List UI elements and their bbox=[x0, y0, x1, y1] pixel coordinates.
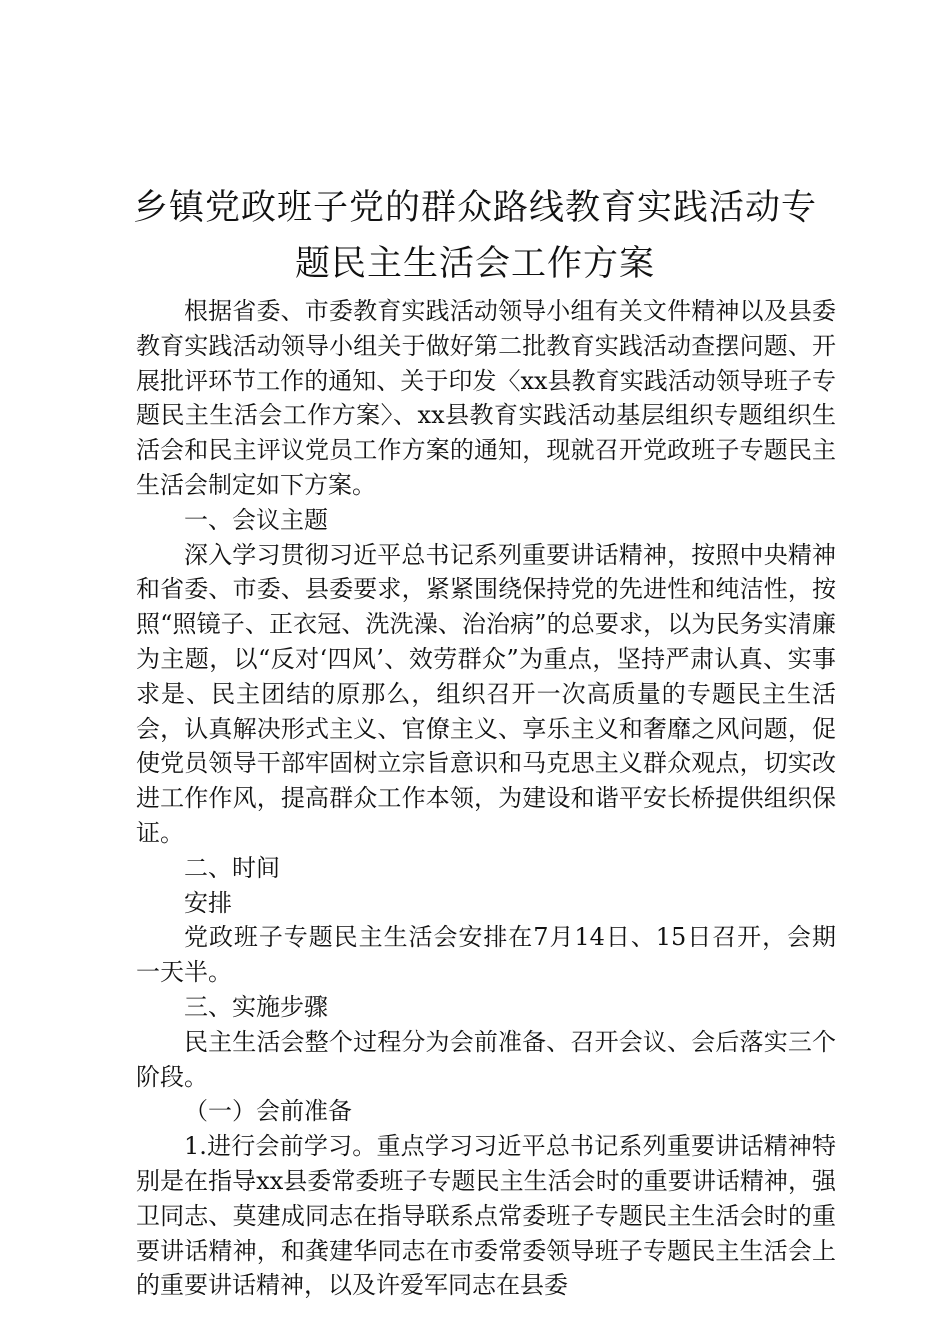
document-body bbox=[136, 294, 836, 1303]
document-title-line-1: 乡镇党政班子党的群众路线教育实践活动专 bbox=[132, 188, 817, 228]
section-heading-meeting-theme: 一、会议主题 bbox=[184, 505, 328, 534]
paragraph-intro: 根据省委、市委教育实践活动领导小组有关文件精神以及县委教育实践活动领导小组关于做好第二批教育实践活动查摆问题、开展批评环节工作的通知、关于印发〈xx县教育实践活动领导班子专题民主生活会工作方案〉、xx县教育实践活动基层组织专题组织生活会和民主评议党员工作方案的通知，现就召开党政班子专题民主生活会制定如下方案。 bbox=[136, 297, 836, 499]
paragraph-pre-meeting-study: 1.进行会前学习。重点学习习近平总书记系列重要讲话精神特别是在指导xx县委常委班子专题民主生活会时的重要讲话精神，强卫同志、莫建成同志在指导联系点常委班子专题民主生活会时的重要讲话精神，和龚建华同志在市委常委领导班子专题民主生活会上的重要讲话精神，以及许爱军同志在县委 bbox=[136, 1132, 836, 1300]
section-heading-implementation-steps: 三、实施步骤 bbox=[184, 992, 328, 1021]
paragraph-meeting-theme: 深入学习贯彻习近平总书记系列重要讲话精神，按照中央精神和省委、市委、县委要求，紧紧围绕保持党的先进性和纯洁性，按照“照镜子、正衣冠、洗洗澡、治治病”的总要求，以为民务实清廉为主题，以“反对‘四风’、效劳群众”为重点，坚持严肃认真、实事求是、民主团结的原那么，组织召开一次高质量的专题民主生活会，认真解决形式主义、官僚主义、享乐主义和奢靡之风问题，促使党员领导干部牢固树立宗旨意识和马克思主义群众观点，切实改进工作作风，提高群众工作本领，为建设和谐平安长桥提供组织保证。 bbox=[136, 540, 836, 847]
section-heading-arrangement: 安排 bbox=[184, 888, 232, 917]
subsection-heading-preparation: （一）会前准备 bbox=[184, 1097, 352, 1126]
document-title-line-2: 题民主生活会工作方案 bbox=[294, 244, 655, 284]
paragraph-schedule: 党政班子专题民主生活会安排在7月14日、15日召开，会期一天半。 bbox=[136, 923, 836, 987]
section-heading-time: 二、时间 bbox=[184, 853, 280, 882]
paragraph-phases: 民主生活会整个过程分为会前准备、召开会议、会后落实三个阶段。 bbox=[136, 1027, 836, 1091]
